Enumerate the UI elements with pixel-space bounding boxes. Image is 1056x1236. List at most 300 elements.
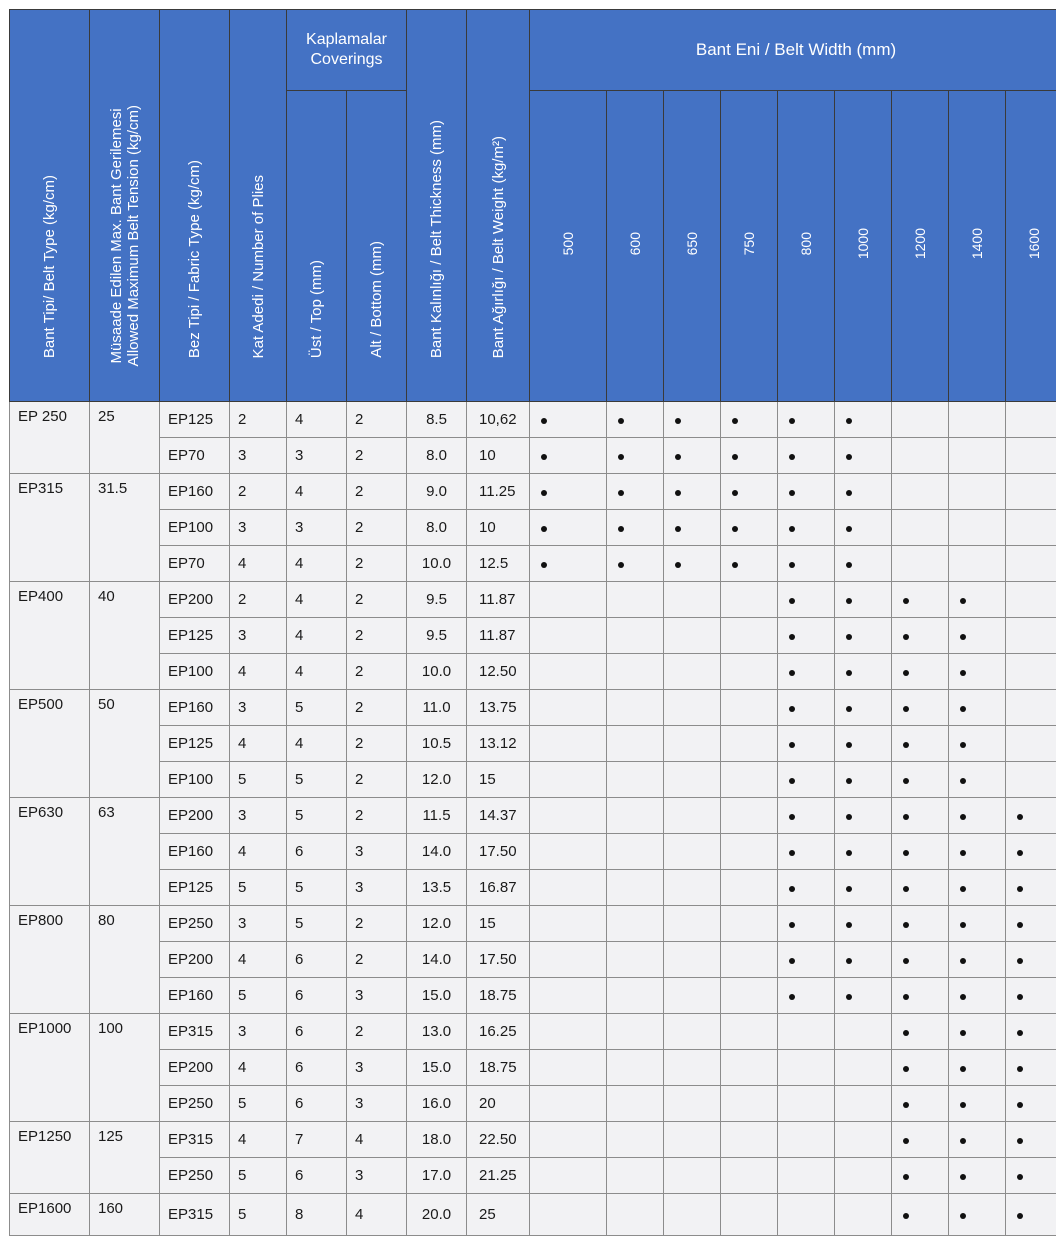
availability-dot bbox=[846, 778, 852, 784]
availability-dot bbox=[846, 706, 852, 712]
table-row bbox=[10, 1050, 1056, 1086]
thickness-cell: 14.0 bbox=[407, 942, 467, 978]
availability-dot bbox=[675, 562, 681, 568]
top-cover-cell: 5 bbox=[287, 870, 347, 906]
width-600-cell bbox=[607, 690, 664, 726]
width-1400-cell bbox=[949, 510, 1006, 546]
availability-dot bbox=[960, 922, 966, 928]
header-width-750: 750 bbox=[721, 91, 778, 402]
width-1400-cell bbox=[949, 654, 1006, 690]
width-1000-cell bbox=[835, 762, 892, 798]
top-cover-cell: 5 bbox=[287, 906, 347, 942]
width-1600-cell bbox=[1006, 870, 1056, 906]
width-750-cell bbox=[721, 474, 778, 510]
weight-cell: 21.25 bbox=[467, 1158, 530, 1194]
fabric-type-cell: EP250 bbox=[160, 906, 230, 942]
width-1400-cell bbox=[949, 438, 1006, 474]
plies-cell: 3 bbox=[230, 438, 287, 474]
availability-dot bbox=[960, 994, 966, 1000]
availability-dot bbox=[846, 670, 852, 676]
width-1600-cell bbox=[1006, 726, 1056, 762]
plies-cell: 3 bbox=[230, 690, 287, 726]
fabric-type-cell: EP315 bbox=[160, 1122, 230, 1158]
bottom-cover-cell: 2 bbox=[347, 510, 407, 546]
availability-dot bbox=[618, 490, 624, 496]
header-width-1400: 1400 bbox=[949, 91, 1006, 402]
width-1200-cell bbox=[892, 870, 949, 906]
availability-dot bbox=[846, 634, 852, 640]
width-500-cell bbox=[530, 1086, 607, 1122]
top-cover-cell: 6 bbox=[287, 1086, 347, 1122]
width-500-cell bbox=[530, 762, 607, 798]
bottom-cover-cell: 2 bbox=[347, 762, 407, 798]
availability-dot bbox=[618, 454, 624, 460]
width-750-cell bbox=[721, 834, 778, 870]
table-row bbox=[10, 978, 1056, 1014]
belt-type-cell: EP1250 bbox=[10, 1122, 90, 1194]
availability-dot bbox=[789, 778, 795, 784]
plies-cell: 4 bbox=[230, 546, 287, 582]
thickness-cell: 10.0 bbox=[407, 654, 467, 690]
table-row bbox=[10, 762, 1056, 798]
width-600-cell bbox=[607, 438, 664, 474]
header-width-1200: 1200 bbox=[892, 91, 949, 402]
width-800-cell bbox=[778, 690, 835, 726]
width-500-cell bbox=[530, 402, 607, 438]
plies-cell: 3 bbox=[230, 798, 287, 834]
availability-dot bbox=[1017, 994, 1023, 1000]
availability-dot bbox=[960, 1213, 966, 1219]
availability-dot bbox=[789, 526, 795, 532]
width-1200-cell bbox=[892, 978, 949, 1014]
availability-dot bbox=[789, 742, 795, 748]
availability-dot bbox=[903, 670, 909, 676]
width-750-cell bbox=[721, 654, 778, 690]
width-500-cell bbox=[530, 726, 607, 762]
width-500-cell bbox=[530, 834, 607, 870]
fabric-type-cell: EP100 bbox=[160, 762, 230, 798]
bottom-cover-cell: 4 bbox=[347, 1122, 407, 1158]
bottom-cover-cell: 2 bbox=[347, 402, 407, 438]
availability-dot bbox=[846, 562, 852, 568]
availability-dot bbox=[789, 814, 795, 820]
plies-cell: 5 bbox=[230, 978, 287, 1014]
width-600-cell bbox=[607, 1050, 664, 1086]
thickness-cell: 15.0 bbox=[407, 978, 467, 1014]
belt-type-cell: EP500 bbox=[10, 690, 90, 798]
width-800-cell bbox=[778, 1086, 835, 1122]
width-750-cell bbox=[721, 1014, 778, 1050]
availability-dot bbox=[675, 454, 681, 460]
width-1400-cell bbox=[949, 546, 1006, 582]
width-800-cell bbox=[778, 978, 835, 1014]
plies-cell: 5 bbox=[230, 762, 287, 798]
header-width-500: 500 bbox=[530, 91, 607, 402]
availability-dot bbox=[846, 454, 852, 460]
width-600-cell bbox=[607, 474, 664, 510]
header-belt-type: Bant Tipi/ Belt Type (kg/cm) bbox=[10, 10, 90, 402]
bottom-cover-cell: 2 bbox=[347, 726, 407, 762]
fabric-type-cell: EP125 bbox=[160, 618, 230, 654]
header-max-tension-tr: Müsaade Edilen Max. Bant Gerilemesi bbox=[108, 108, 125, 363]
bottom-cover-cell: 2 bbox=[347, 582, 407, 618]
availability-dot bbox=[1017, 1102, 1023, 1108]
width-800-cell bbox=[778, 582, 835, 618]
availability-dot bbox=[960, 1138, 966, 1144]
width-650-cell bbox=[664, 870, 721, 906]
width-500-cell bbox=[530, 474, 607, 510]
availability-dot bbox=[846, 922, 852, 928]
width-750-cell bbox=[721, 546, 778, 582]
top-cover-cell: 6 bbox=[287, 1158, 347, 1194]
width-500-cell bbox=[530, 582, 607, 618]
weight-cell: 20 bbox=[467, 1086, 530, 1122]
weight-cell: 13.12 bbox=[467, 726, 530, 762]
thickness-cell: 20.0 bbox=[407, 1194, 467, 1236]
width-750-cell bbox=[721, 690, 778, 726]
availability-dot bbox=[903, 1213, 909, 1219]
width-1000-cell bbox=[835, 546, 892, 582]
thickness-cell: 8.0 bbox=[407, 510, 467, 546]
width-650-cell bbox=[664, 438, 721, 474]
plies-cell: 4 bbox=[230, 654, 287, 690]
plies-cell: 4 bbox=[230, 1122, 287, 1158]
width-1400-cell bbox=[949, 1050, 1006, 1086]
weight-cell: 10,62 bbox=[467, 402, 530, 438]
top-cover-cell: 6 bbox=[287, 1050, 347, 1086]
header-width-650: 650 bbox=[664, 91, 721, 402]
top-cover-cell: 5 bbox=[287, 762, 347, 798]
plies-cell: 5 bbox=[230, 870, 287, 906]
table-row bbox=[10, 942, 1056, 978]
width-1200-cell bbox=[892, 1050, 949, 1086]
width-800-cell bbox=[778, 1014, 835, 1050]
width-500-cell bbox=[530, 618, 607, 654]
fabric-type-cell: EP160 bbox=[160, 474, 230, 510]
fabric-type-cell: EP200 bbox=[160, 942, 230, 978]
top-cover-cell: 3 bbox=[287, 438, 347, 474]
width-800-cell bbox=[778, 726, 835, 762]
plies-cell: 4 bbox=[230, 1050, 287, 1086]
max-tension-cell: 80 bbox=[90, 906, 160, 1014]
thickness-cell: 9.0 bbox=[407, 474, 467, 510]
weight-cell: 17.50 bbox=[467, 834, 530, 870]
width-1000-cell bbox=[835, 1122, 892, 1158]
width-750-cell bbox=[721, 942, 778, 978]
top-cover-cell: 4 bbox=[287, 546, 347, 582]
width-650-cell bbox=[664, 618, 721, 654]
width-1600-cell bbox=[1006, 978, 1056, 1014]
thickness-cell: 12.0 bbox=[407, 762, 467, 798]
availability-dot bbox=[1017, 1213, 1023, 1219]
width-800-cell bbox=[778, 546, 835, 582]
fabric-type-cell: EP125 bbox=[160, 726, 230, 762]
width-600-cell bbox=[607, 726, 664, 762]
width-500-cell bbox=[530, 942, 607, 978]
width-750-cell bbox=[721, 438, 778, 474]
table-row bbox=[10, 798, 1056, 834]
availability-dot bbox=[541, 490, 547, 496]
availability-dot bbox=[903, 634, 909, 640]
width-1200-cell bbox=[892, 690, 949, 726]
width-1200-cell bbox=[892, 1086, 949, 1122]
width-800-cell bbox=[778, 798, 835, 834]
availability-dot bbox=[618, 562, 624, 568]
width-800-cell bbox=[778, 870, 835, 906]
availability-dot bbox=[903, 850, 909, 856]
top-cover-cell: 4 bbox=[287, 402, 347, 438]
thickness-cell: 17.0 bbox=[407, 1158, 467, 1194]
width-600-cell bbox=[607, 546, 664, 582]
width-600-cell bbox=[607, 1014, 664, 1050]
weight-cell: 18.75 bbox=[467, 1050, 530, 1086]
width-800-cell bbox=[778, 762, 835, 798]
width-1600-cell bbox=[1006, 762, 1056, 798]
availability-dot bbox=[1017, 1030, 1023, 1036]
width-1400-cell bbox=[949, 726, 1006, 762]
width-750-cell bbox=[721, 402, 778, 438]
width-750-cell bbox=[721, 762, 778, 798]
width-1000-cell bbox=[835, 618, 892, 654]
width-500-cell bbox=[530, 690, 607, 726]
width-600-cell bbox=[607, 618, 664, 654]
plies-cell: 2 bbox=[230, 402, 287, 438]
fabric-type-cell: EP125 bbox=[160, 870, 230, 906]
availability-dot bbox=[618, 526, 624, 532]
weight-cell: 17.50 bbox=[467, 942, 530, 978]
availability-dot bbox=[846, 490, 852, 496]
width-1200-cell bbox=[892, 546, 949, 582]
availability-dot bbox=[732, 490, 738, 496]
bottom-cover-cell: 2 bbox=[347, 546, 407, 582]
width-500-cell bbox=[530, 906, 607, 942]
top-cover-cell: 6 bbox=[287, 978, 347, 1014]
width-1000-cell bbox=[835, 726, 892, 762]
width-1600-cell bbox=[1006, 690, 1056, 726]
table-row bbox=[10, 654, 1056, 690]
thickness-cell: 10.5 bbox=[407, 726, 467, 762]
bottom-cover-cell: 2 bbox=[347, 690, 407, 726]
availability-dot bbox=[789, 922, 795, 928]
width-1000-cell bbox=[835, 798, 892, 834]
top-cover-cell: 6 bbox=[287, 1014, 347, 1050]
availability-dot bbox=[789, 850, 795, 856]
availability-dot bbox=[846, 994, 852, 1000]
availability-dot bbox=[903, 958, 909, 964]
thickness-cell: 11.5 bbox=[407, 798, 467, 834]
width-1200-cell bbox=[892, 582, 949, 618]
width-1200-cell bbox=[892, 1122, 949, 1158]
availability-dot bbox=[541, 454, 547, 460]
availability-dot bbox=[903, 1138, 909, 1144]
header-bottom-cover: Alt / Bottom (mm) bbox=[347, 91, 407, 402]
width-1600-cell bbox=[1006, 1086, 1056, 1122]
top-cover-cell: 4 bbox=[287, 582, 347, 618]
width-800-cell bbox=[778, 942, 835, 978]
table-row bbox=[10, 474, 1056, 510]
availability-dot bbox=[732, 454, 738, 460]
max-tension-cell: 125 bbox=[90, 1122, 160, 1194]
width-1600-cell bbox=[1006, 618, 1056, 654]
availability-dot bbox=[789, 562, 795, 568]
availability-dot bbox=[1017, 814, 1023, 820]
availability-dot bbox=[618, 418, 624, 424]
width-1000-cell bbox=[835, 978, 892, 1014]
availability-dot bbox=[903, 706, 909, 712]
width-1000-cell bbox=[835, 906, 892, 942]
width-1600-cell bbox=[1006, 1014, 1056, 1050]
availability-dot bbox=[960, 634, 966, 640]
width-1200-cell bbox=[892, 726, 949, 762]
width-500-cell bbox=[530, 978, 607, 1014]
max-tension-cell: 40 bbox=[90, 582, 160, 690]
bottom-cover-cell: 3 bbox=[347, 834, 407, 870]
availability-dot bbox=[1017, 850, 1023, 856]
availability-dot bbox=[846, 886, 852, 892]
plies-cell: 3 bbox=[230, 618, 287, 654]
bottom-cover-cell: 2 bbox=[347, 438, 407, 474]
availability-dot bbox=[732, 526, 738, 532]
width-650-cell bbox=[664, 726, 721, 762]
plies-cell: 2 bbox=[230, 582, 287, 618]
availability-dot bbox=[675, 418, 681, 424]
width-1400-cell bbox=[949, 978, 1006, 1014]
width-750-cell bbox=[721, 1086, 778, 1122]
width-650-cell bbox=[664, 978, 721, 1014]
availability-dot bbox=[789, 454, 795, 460]
header-weight: Bant Ağırlığı / Belt Weight (kg/m²) bbox=[467, 10, 530, 402]
table-row bbox=[10, 510, 1056, 546]
plies-cell: 4 bbox=[230, 942, 287, 978]
width-650-cell bbox=[664, 1122, 721, 1158]
width-800-cell bbox=[778, 618, 835, 654]
fabric-type-cell: EP100 bbox=[160, 510, 230, 546]
availability-dot bbox=[960, 778, 966, 784]
width-750-cell bbox=[721, 1122, 778, 1158]
belt-type-cell: EP400 bbox=[10, 582, 90, 690]
max-tension-cell: 63 bbox=[90, 798, 160, 906]
availability-dot bbox=[846, 742, 852, 748]
availability-dot bbox=[1017, 922, 1023, 928]
thickness-cell: 13.0 bbox=[407, 1014, 467, 1050]
table-row bbox=[10, 834, 1056, 870]
width-1200-cell bbox=[892, 654, 949, 690]
width-650-cell bbox=[664, 798, 721, 834]
width-600-cell bbox=[607, 834, 664, 870]
plies-cell: 3 bbox=[230, 906, 287, 942]
width-750-cell bbox=[721, 1158, 778, 1194]
width-600-cell bbox=[607, 906, 664, 942]
header-width-800: 800 bbox=[778, 91, 835, 402]
width-650-cell bbox=[664, 582, 721, 618]
availability-dot bbox=[960, 814, 966, 820]
width-500-cell bbox=[530, 870, 607, 906]
max-tension-cell: 25 bbox=[90, 402, 160, 474]
availability-dot bbox=[1017, 886, 1023, 892]
weight-cell: 16.25 bbox=[467, 1014, 530, 1050]
width-650-cell bbox=[664, 1050, 721, 1086]
width-1400-cell bbox=[949, 1122, 1006, 1158]
width-1000-cell bbox=[835, 1014, 892, 1050]
table-row bbox=[10, 1122, 1056, 1158]
bottom-cover-cell: 3 bbox=[347, 978, 407, 1014]
availability-dot bbox=[960, 670, 966, 676]
width-1600-cell bbox=[1006, 1122, 1056, 1158]
availability-dot bbox=[846, 526, 852, 532]
table-row bbox=[10, 690, 1056, 726]
thickness-cell: 12.0 bbox=[407, 906, 467, 942]
belt-spec-table-wrapper bbox=[9, 9, 1056, 1236]
table-row bbox=[10, 906, 1056, 942]
width-600-cell bbox=[607, 978, 664, 1014]
width-1600-cell bbox=[1006, 438, 1056, 474]
width-1400-cell bbox=[949, 1158, 1006, 1194]
availability-dot bbox=[903, 1174, 909, 1180]
weight-cell: 11.87 bbox=[467, 618, 530, 654]
width-600-cell bbox=[607, 654, 664, 690]
width-1000-cell bbox=[835, 690, 892, 726]
width-600-cell bbox=[607, 1158, 664, 1194]
width-1400-cell bbox=[949, 762, 1006, 798]
weight-cell: 25 bbox=[467, 1194, 530, 1236]
width-600-cell bbox=[607, 1086, 664, 1122]
width-800-cell bbox=[778, 1158, 835, 1194]
thickness-cell: 8.0 bbox=[407, 438, 467, 474]
bottom-cover-cell: 3 bbox=[347, 870, 407, 906]
width-1400-cell bbox=[949, 942, 1006, 978]
weight-cell: 22.50 bbox=[467, 1122, 530, 1158]
width-650-cell bbox=[664, 1086, 721, 1122]
header-belt-width: Bant Eni / Belt Width (mm) bbox=[530, 10, 1056, 91]
plies-cell: 5 bbox=[230, 1194, 287, 1236]
top-cover-cell: 6 bbox=[287, 834, 347, 870]
max-tension-cell: 31.5 bbox=[90, 474, 160, 582]
thickness-cell: 15.0 bbox=[407, 1050, 467, 1086]
bottom-cover-cell: 3 bbox=[347, 1050, 407, 1086]
width-1000-cell bbox=[835, 510, 892, 546]
table-row bbox=[10, 1014, 1056, 1050]
width-1200-cell bbox=[892, 438, 949, 474]
width-600-cell bbox=[607, 1122, 664, 1158]
table-row bbox=[10, 546, 1056, 582]
availability-dot bbox=[903, 1066, 909, 1072]
availability-dot bbox=[846, 418, 852, 424]
weight-cell: 13.75 bbox=[467, 690, 530, 726]
width-600-cell bbox=[607, 510, 664, 546]
availability-dot bbox=[675, 526, 681, 532]
availability-dot bbox=[789, 958, 795, 964]
availability-dot bbox=[541, 562, 547, 568]
width-1600-cell bbox=[1006, 654, 1056, 690]
availability-dot bbox=[960, 850, 966, 856]
plies-cell: 2 bbox=[230, 474, 287, 510]
availability-dot bbox=[789, 418, 795, 424]
fabric-type-cell: EP100 bbox=[160, 654, 230, 690]
width-500-cell bbox=[530, 798, 607, 834]
fabric-type-cell: EP315 bbox=[160, 1014, 230, 1050]
fabric-type-cell: EP160 bbox=[160, 690, 230, 726]
width-750-cell bbox=[721, 906, 778, 942]
availability-dot bbox=[960, 706, 966, 712]
weight-cell: 12.50 bbox=[467, 654, 530, 690]
width-1400-cell bbox=[949, 474, 1006, 510]
max-tension-cell: 100 bbox=[90, 1014, 160, 1122]
width-800-cell bbox=[778, 1122, 835, 1158]
width-1400-cell bbox=[949, 690, 1006, 726]
width-500-cell bbox=[530, 1050, 607, 1086]
bottom-cover-cell: 2 bbox=[347, 942, 407, 978]
belt-type-cell: EP315 bbox=[10, 474, 90, 582]
